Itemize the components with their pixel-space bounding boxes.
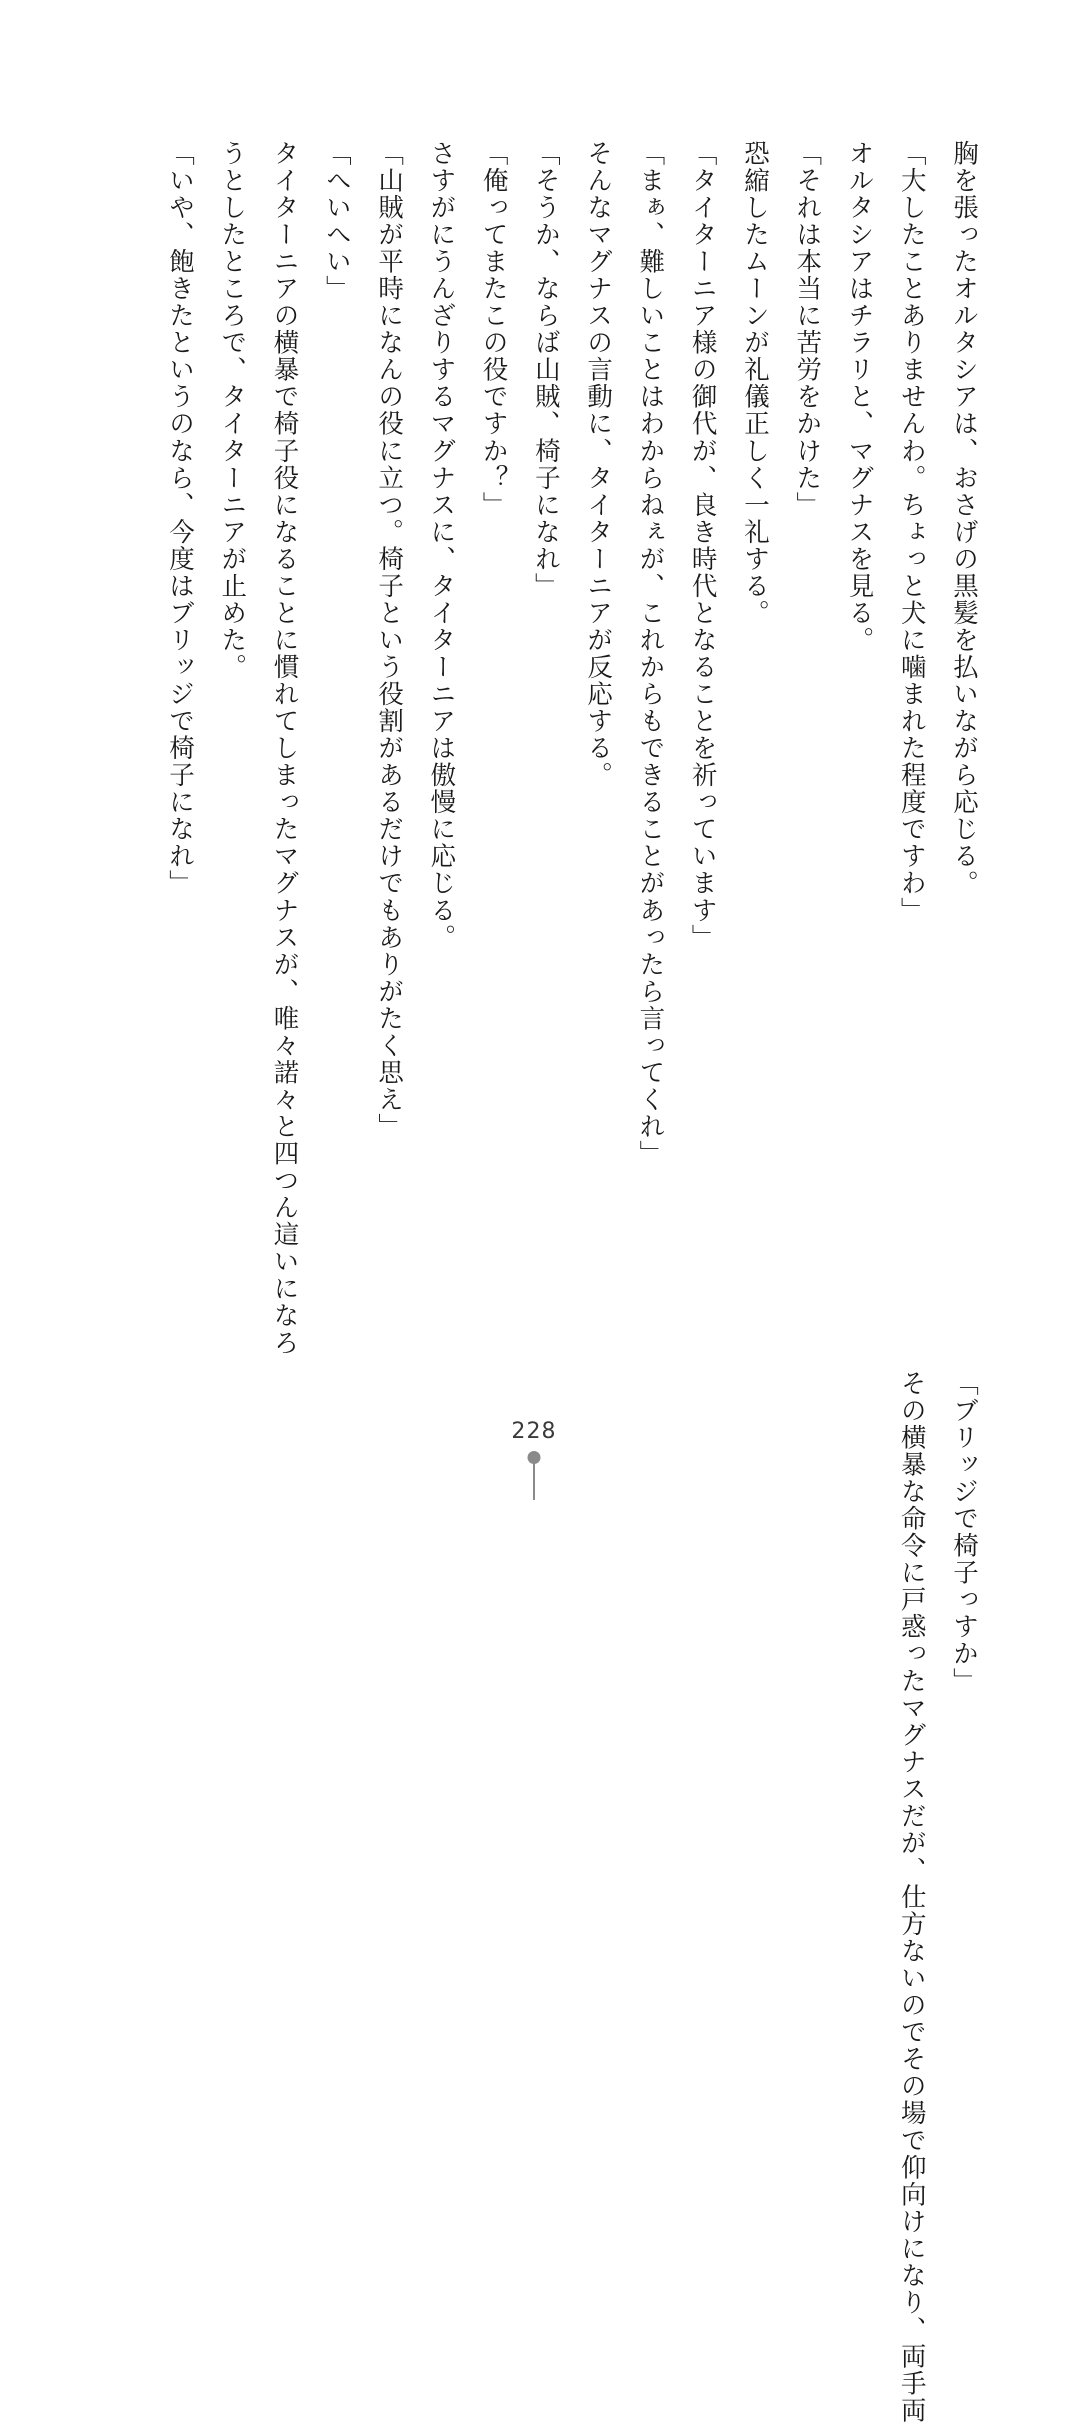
paragraph: 「山賊が平時になんの役に立つ。椅子という役割があるだけでもありがたく思え」 — [374, 140, 405, 1141]
paragraph: さすがにうんざりするマグナスに、タイターニアは傲慢に応じる。 — [426, 140, 457, 951]
paragraph: オルタシアはチラリと、マグナスを見る。 — [844, 140, 875, 654]
paragraph: 恐縮したムーンが礼儀正しく一礼する。 — [739, 140, 770, 627]
paragraph: その横暴な命令に戸惑ったマグナスだが、仕方ないのでその場で仰向けになり、両手両 — [896, 1370, 927, 2424]
paragraph: 「そうか、ならば山賊、椅子になれ」 — [530, 140, 561, 600]
paragraph: 「いや、飽きたというのなら、今度はブリッジで椅子になれ」 — [165, 140, 196, 897]
paragraph: 「タイターニア様の御代が、良き時代となることを祈っています」 — [687, 140, 718, 951]
paragraph: 胸を張ったオルタシアは、おさげの黒髪を払いながら応じる。 — [949, 140, 979, 897]
page-number: 228 — [511, 1419, 557, 1444]
paragraph: 「ブリッジで椅子っすか」 — [949, 1370, 979, 1695]
paragraph: 「それは本当に苦労をかけた」 — [792, 140, 823, 519]
spine-line-mark — [533, 1454, 535, 1500]
paragraph: タイターニアの横暴で椅子役になることに慣れてしまったマグナスが、唯々諾々と四つん這いになろうとしたところで、タイターニアが止めた。 — [217, 140, 300, 1357]
paragraph: 「まぁ、難しいことはわからねぇが、これからもできることがあったら言ってくれ」 — [635, 140, 666, 1168]
paragraph: そんなマグナスの言動に、タイターニアが反応する。 — [583, 140, 614, 789]
paragraph: 「俺ってまたこの役ですか？」 — [478, 140, 509, 519]
paragraph: 「大したことありませんわ。ちょっと犬に噛まれた程度ですわ」 — [896, 140, 927, 924]
paragraph: 「へいへい」 — [321, 140, 352, 303]
